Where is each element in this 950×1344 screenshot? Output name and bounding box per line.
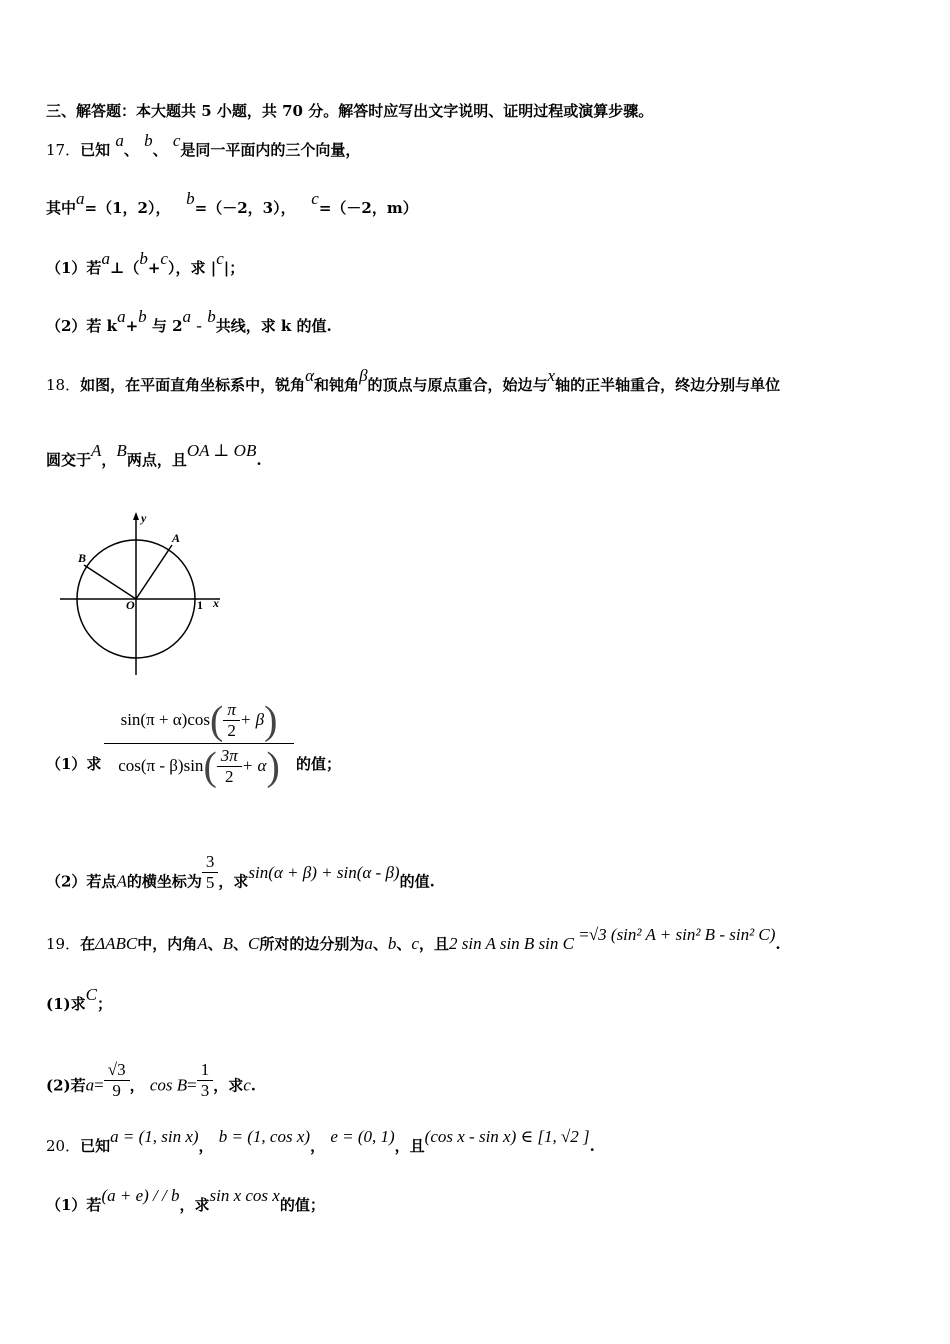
q18-part1-fraction — [104, 697, 294, 789]
q19-fraction-a: $\frac{√3}{9}$ — [104, 1060, 130, 1101]
label-1: 1 — [197, 598, 203, 612]
q20-range: (cos x - sin x) ∈ [1, √2 ] — [424, 1127, 590, 1146]
label-b: B — [78, 551, 87, 565]
y-axis-arrow — [133, 512, 139, 520]
ray-oa — [136, 545, 172, 599]
q20-condition: (a + e) / / b — [101, 1186, 180, 1205]
q19-part1: (1)求C； — [46, 985, 112, 1013]
section-heading: 三、解答题：本大题共 5 小题，共 70 分。解答时应写出文字说明、证明过程或演算步骤。 — [46, 102, 654, 120]
label-a: A — [172, 531, 181, 545]
q18-line2: 圆交于A，B两点，且OA ⊥ OB. — [46, 441, 262, 469]
q19-part2: (2)若a= $\frac{√3}{9}$ ， cos B= $\frac{1}{3}$ ，求c. — [46, 1060, 257, 1100]
label-o: O — [126, 598, 135, 612]
q19-rhs: √3 (sin² A + sin² B - sin² C) — [588, 925, 776, 944]
label-y: y — [141, 511, 147, 525]
vec-b: b — [144, 131, 153, 150]
fraction-denominator: cos(π - β)sin( $\frac{3\pi}{2}$ + α) — [118, 743, 280, 789]
q18-number: 18． — [46, 376, 81, 394]
q18-condition: OA ⊥ OB — [186, 441, 257, 460]
unit-circle-figure — [58, 510, 228, 680]
q19-number: 19． — [46, 935, 81, 953]
q18-part2: （2）若点A的横坐标为 $\frac{3}{5}$ ，求sin(α + β) + sin(α - β)的值. — [46, 852, 435, 892]
q18-fraction-3-5: $\frac{3}{5}$ — [202, 852, 219, 893]
q17-given: 其中a=（1，2）， b=（－2，3）， c=（－2，m） — [46, 189, 418, 217]
q19-line1: 19．在ΔABC中，内角A、B、C所对的边分别为a、b、c，且2 sin A sin B sin C =√3 (sin² A + sin² B - sin² C). — [46, 925, 781, 953]
q19-fraction-cosb: $\frac{1}{3}$ — [197, 1060, 214, 1101]
vec-c: c — [172, 131, 181, 150]
label-x: x — [213, 596, 219, 610]
q19-lhs: 2 sin A sin B sin C — [448, 934, 574, 953]
q20-part1: （1）若(a + e) / / b，求sin x cos x的值； — [46, 1186, 325, 1214]
q17-part2: （2）若 ka+b 与 2a - b共线，求 k 的值. — [46, 307, 332, 335]
q17-part1: （1）若a⊥（b+c），求 |c|； — [46, 249, 245, 277]
ray-ob — [84, 565, 136, 599]
q17-intro: 17．已知 a、 b、 c是同一平面内的三个向量， — [46, 131, 361, 159]
fraction-numerator: sin(π + α)cos( $\frac{\pi}{2}$ + β) — [104, 700, 294, 744]
q18-part1-tail: 的值； — [296, 755, 342, 773]
vec-a: a — [115, 131, 124, 150]
q17-number: 17． — [46, 141, 81, 159]
q20-line1: 20．已知a = (1, sin x)， b = (1, cos x)， e = (0, 1)，且(cos x - sin x) ∈ [1, √2 ]. — [46, 1127, 595, 1155]
q18-line1: 18．如图，在平面直角坐标系中，锐角α和钝角β的顶点与原点重合，始边与x轴的正半轴重合，终边分别与单位 — [46, 366, 781, 394]
q18-part1-label: （1）求 — [46, 755, 102, 773]
q20-number: 20． — [46, 1137, 81, 1155]
q18-part2-expression: sin(α + β) + sin(α - β) — [248, 862, 400, 882]
